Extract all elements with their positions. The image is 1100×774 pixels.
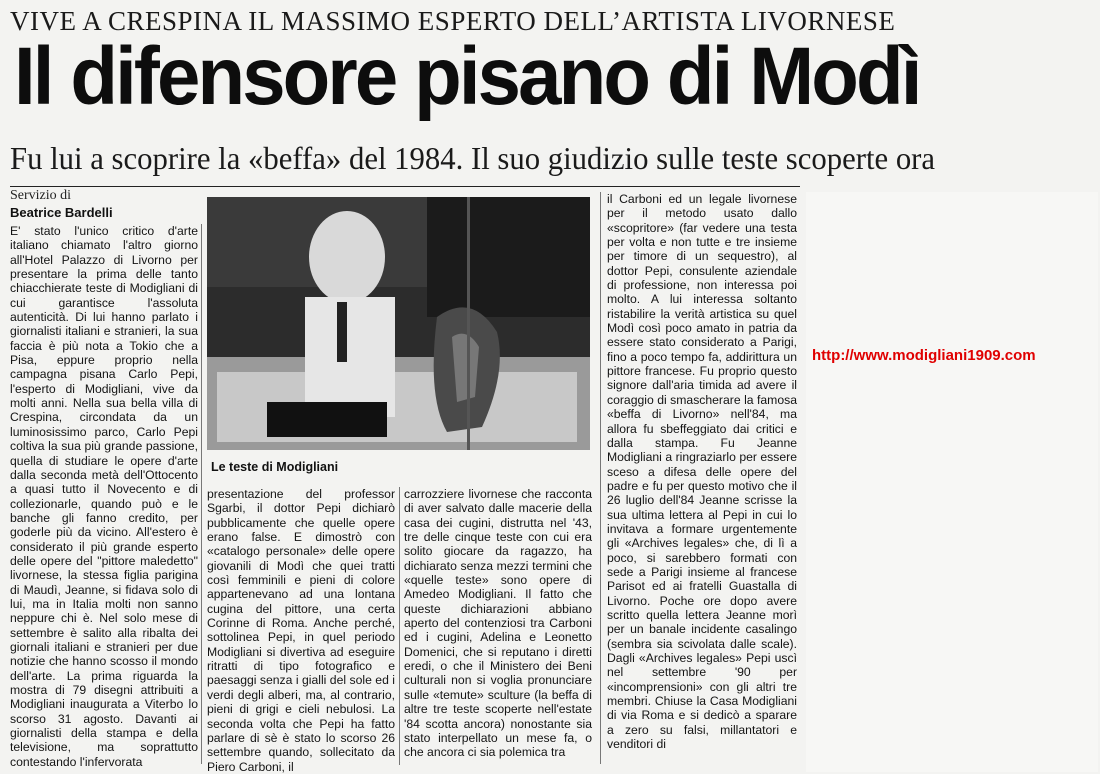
article-column-3: [404, 487, 592, 765]
column-divider-1: [201, 224, 202, 764]
article-subheadline: Fu lui a scoprire la «beffa» del 1984. Il suo giudizio sulle teste scoperte ora: [10, 140, 936, 176]
article-kicker: VIVE A CRESPINA IL MASSIMO ESPERTO DELL’ARTISTA LIVORNESE: [10, 6, 896, 36]
article-photo: [207, 197, 590, 450]
top-rule: [10, 186, 800, 187]
website-link[interactable]: http://www.modigliani1909.com: [812, 347, 1036, 364]
column-1-text: E' stato l'unico critico d'arte italiano chiamato l'altro giorno all'Hotel Palazzo di Livorno per presentare la prima delle tanto chiacchierate teste di Modigliani di cui garantisce l'assoluta autenticità. Di lui hanno parlato i giornalisti italiani e stranieri, la sua faccia è più nota a Tokio che a Pisa, eppure proprio nella campagna pisana Carlo Pepi, l'esperto di Modigliani, vive da molti anni. Nella sua bella villa di Crespina, circondata da un luminosissimo parco, Carlo Pepi coltiva la sua più grande passione, quella di studiare le opere d'arte dalla seconda metà dell'Ottocento a quasi tutto il Novecento e di collezionarle, quando può e le banche gli fanno credito, per goderle più da vicino. All'estero è considerato il più grande esperto delle opere del "pittore maledetto" livornese, la stessa figlia parigina di Maudì, Jeanne, si fidava solo di lui, ma in Italia molti non sanno neppure chi è. Nel solo mese di settembre è salito alla ribalta dei giornali italiani e stranieri per due notizie che hanno scosso il mondo dell'arte. La prima riguarda la mostra di 79 disegni attribuiti a Modigliani inaugurata a Viterbo lo scorso 31 agosto. Davanti ai giornalisti della stampa e della televisione, ma soprattutto contestando l'infervorata: [10, 224, 198, 769]
article-column-2: [207, 487, 395, 774]
photo-caption: Le teste di Modigliani: [211, 460, 339, 474]
column-2-text: presentazione del professor Sgarbi, il dottor Pepi dichiarò pubblicamente che quelle opere erano false. E dimostrò con «catalogo personale» delle opere giovanili di Modì che quei tratti così femminili e pieni di colore appartenevano ad una lontana cugina del pittore, una certa Corinne di Roma. Anche perché, sottolinea Pepi, in quel periodo Modigliani si divertiva ad eseguire ritratti di tipo fotografico e paesaggi senza i gialli del sole ed i verdi degli alberi, ma, al contrario, pieni di grigi e cieli nebulosi. La seconda volta che Pepi ha fatto parlare di sè è stato lo scorso 26 settembre quando, sollecitato da Piero Carboni, il: [207, 487, 395, 774]
column-3-text: carrozziere livornese che racconta di aver salvato dalle macerie della casa dei cugini, distrutta nel '43, tre delle cinque teste con cui era solito giocare da ragazzo, ha dichiarato senza mezzi termini che «quelle teste» sono opere di Amedeo Modigliani. Il fatto che queste dichiarazioni abbiano aperto del contenziosi tra Carboni ed i cugini, Adelina e Leonetto Domenici, che si reputano i diretti eredi, o che il Ministero dei Beni culturali non si voglia pronunciare sulle «temute» sculture (la beffa di altre tre teste scoperte nell'estate '84 scotta ancora) nonostante sia stato interpellato un mese fa, o che ancora ci sia polemica tra: [404, 487, 592, 760]
article-headline: Il difensore pisano di Modì: [14, 31, 920, 122]
column-4-text: il Carboni ed un legale livornese per il metodo usato dallo «scopritore» (far vedere una testa per volta e non tutte e tre insieme per timore di un sequestro), al dottor Pepi, consulente aziendale di professione, non interessa poi molto. A lui interessa soltanto ristabilire la verità artistica su quel Modì così poco amato in patria da essere stato considerato a Parigi, fino a poco tempo fa, addirittura un pittore francese. Fu proprio questo signore dall'aria timida ad avere il coraggio di smascherare la famosa «beffa di Livorno» nell'84, ma allora fu sbeffeggiato dai critici e dalla stampa. Fu Jeanne Modigliani a ringraziarlo per essere sceso a difesa delle opere del padre e fu per questo motivo che il 26 luglio dell'84 Jeanne scrisse la sua ultima lettera al Pepi in cui lo invitava a formare urgentemente gli «Archives legales» che, di lì a poco, si sarebbero formati con sede a Parigi insieme al francese Parisot ed ai fratelli Guastalla di Livorno. Poche ore dopo avere scritto quella lettera Jeanne morì per un banale incidente casalingo (sembra sia scivolata dalle scale). Dagli «Archives legales» Pepi uscì nel settembre '90 per «incomprensioni» con gli altri tre membri. Chiuse la Casa Modigliani di via Roma e si dedicò a sparare a zero su falsi, millantatori e venditori di: [607, 192, 797, 752]
column-divider-3: [600, 192, 601, 764]
byline-intro: Servizio di: [10, 188, 72, 203]
column-divider-2: [399, 487, 400, 765]
article-column-4: [607, 192, 797, 764]
byline-author: Beatrice Bardelli: [10, 205, 113, 220]
blank-area: [806, 192, 1098, 772]
article-column-1: [10, 224, 198, 769]
